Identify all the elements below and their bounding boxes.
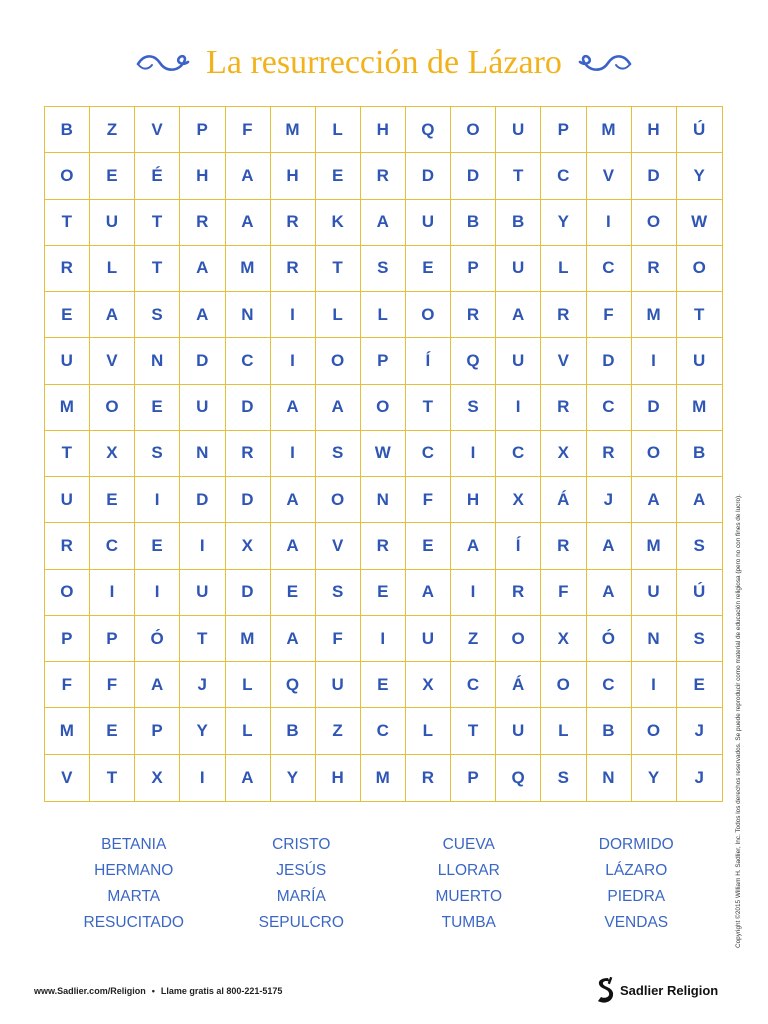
grid-cell: T	[496, 153, 541, 199]
grid-cell: C	[587, 385, 632, 431]
grid-cell: P	[451, 755, 496, 801]
grid-cell: I	[271, 292, 316, 338]
grid-cell: O	[316, 477, 361, 523]
grid-cell: X	[226, 523, 271, 569]
grid-cell: E	[90, 153, 135, 199]
grid-cell: N	[587, 755, 632, 801]
grid-cell: R	[180, 200, 225, 246]
word-list-item: SEPULCRO	[258, 914, 344, 931]
grid-cell: H	[451, 477, 496, 523]
brand-logo	[594, 976, 718, 1004]
grid-cell: E	[316, 153, 361, 199]
grid-cell: M	[271, 107, 316, 153]
word-list-item: HERMANO	[94, 862, 174, 879]
grid-cell: D	[406, 153, 451, 199]
grid-cell: I	[587, 200, 632, 246]
grid-cell: L	[316, 107, 361, 153]
grid-cell: F	[541, 570, 586, 616]
grid-cell: S	[451, 385, 496, 431]
grid-cell: M	[361, 755, 406, 801]
grid-cell: I	[361, 616, 406, 662]
word-list-item: DORMIDO	[598, 836, 674, 853]
grid-cell: V	[45, 755, 90, 801]
grid-cell: M	[226, 246, 271, 292]
grid-cell: E	[361, 570, 406, 616]
grid-cell: I	[135, 477, 180, 523]
grid-cell: I	[496, 385, 541, 431]
grid-cell: O	[632, 200, 677, 246]
grid-cell: J	[677, 708, 722, 754]
grid-cell: T	[316, 246, 361, 292]
grid-cell: F	[316, 616, 361, 662]
grid-cell: N	[180, 431, 225, 477]
grid-cell: M	[632, 292, 677, 338]
grid-cell: I	[271, 338, 316, 384]
grid-cell: J	[694, 767, 705, 787]
grid-cell: O	[632, 708, 677, 754]
grid-cell: E	[406, 523, 451, 569]
grid-cell: X	[496, 477, 541, 523]
grid-cell: D	[587, 338, 632, 384]
grid-cell: M	[45, 708, 90, 754]
grid-cell: Q	[406, 107, 451, 153]
grid-cell: T	[90, 755, 135, 801]
grid-cell: Y	[180, 708, 225, 754]
grid-cell: V	[541, 338, 586, 384]
grid-cell: F	[406, 477, 451, 523]
grid-cell: D	[226, 385, 271, 431]
grid-cell: A	[496, 292, 541, 338]
grid-cell: C	[587, 246, 632, 292]
grid-cell: W	[361, 431, 406, 477]
grid-cell: X	[541, 616, 586, 662]
grid-cell: U	[180, 570, 225, 616]
grid-cell: J	[587, 477, 632, 523]
grid-cell: D	[226, 477, 271, 523]
grid-cell: A	[180, 292, 225, 338]
word-list-item: MARÍA	[276, 888, 326, 905]
word-list-item: CRISTO	[272, 836, 331, 853]
word-list-item: RESUCITADO	[83, 914, 184, 931]
word-list	[50, 834, 720, 934]
grid-cell: Á	[541, 477, 586, 523]
grid-cell: L	[361, 292, 406, 338]
grid-cell: U	[632, 570, 677, 616]
grid-cell: T	[135, 246, 180, 292]
grid-cell: U	[496, 338, 541, 384]
grid-cell: U	[496, 107, 541, 153]
grid-cell: L	[90, 246, 135, 292]
word-list-item: MARTA	[107, 888, 161, 905]
grid-cell: C	[406, 431, 451, 477]
grid-cell: E	[90, 708, 135, 754]
grid-cell: U	[316, 662, 361, 708]
grid-cell: R	[271, 246, 316, 292]
grid-cell: X	[406, 662, 451, 708]
grid-cell: Y	[677, 153, 722, 199]
grid-cell: U	[677, 338, 722, 384]
grid-cell: R	[496, 570, 541, 616]
grid-cell: I	[135, 570, 180, 616]
grid-cell: J	[180, 662, 225, 708]
grid-cell: H	[316, 755, 361, 801]
grid-cell: U	[406, 616, 451, 662]
grid-cell: U	[180, 385, 225, 431]
grid-cell: T	[45, 431, 90, 477]
grid-cell: T	[45, 200, 90, 246]
header	[0, 38, 768, 88]
grid-cell: S	[316, 570, 361, 616]
grid-cell: B	[45, 107, 90, 153]
grid-cell: H	[271, 153, 316, 199]
grid-cell: Ó	[587, 616, 632, 662]
word-list-item: MUERTO	[435, 888, 503, 905]
grid-cell: B	[496, 200, 541, 246]
grid-cell: R	[406, 755, 451, 801]
grid-cell: L	[316, 292, 361, 338]
grid-cell: T	[406, 385, 451, 431]
grid-cell: É	[135, 153, 180, 199]
grid-cell: R	[271, 200, 316, 246]
grid-cell: F	[45, 662, 90, 708]
grid-cell: E	[135, 385, 180, 431]
grid-cell: R	[45, 246, 90, 292]
word-list-item: VENDAS	[604, 914, 669, 931]
grid-cell: M	[226, 616, 271, 662]
grid-cell: V	[135, 107, 180, 153]
grid-cell: T	[451, 708, 496, 754]
grid-cell: P	[541, 107, 586, 153]
grid-cell: N	[226, 292, 271, 338]
grid-cell: I	[271, 431, 316, 477]
word-list-item: JESÚS	[276, 862, 327, 879]
grid-cell: E	[45, 292, 90, 338]
grid-cell: A	[316, 385, 361, 431]
grid-cell: E	[90, 477, 135, 523]
grid-cell: P	[45, 616, 90, 662]
grid-cell: B	[677, 431, 722, 477]
word-list-item: BETANIA	[101, 836, 167, 853]
grid-cell: R	[541, 523, 586, 569]
grid-cell: Z	[316, 708, 361, 754]
grid-cell: U	[496, 246, 541, 292]
grid-cell: M	[677, 385, 722, 431]
grid-cell: C	[226, 338, 271, 384]
grid-cell: L	[226, 708, 271, 754]
grid-cell: I	[180, 755, 225, 801]
footer-separator: •	[151, 986, 155, 996]
grid-cell: A	[271, 477, 316, 523]
grid-cell: S	[541, 755, 586, 801]
grid-cell: P	[180, 107, 225, 153]
grid-cell: A	[406, 570, 451, 616]
copyright-notice: Copyright ©2015 William H. Sadlier, Inc. Todos los derechos reservados. Se puede reproducir como material de educación religiosa (pero no con fines de lucro).	[735, 494, 742, 948]
grid-cell: A	[587, 523, 632, 569]
grid-cell: P	[451, 246, 496, 292]
grid-cell: S	[135, 431, 180, 477]
grid-cell: A	[226, 755, 271, 801]
grid-cell: R	[361, 153, 406, 199]
grid-cell: O	[45, 570, 90, 616]
grid-cell: E	[271, 570, 316, 616]
grid-cell: A	[271, 385, 316, 431]
footer-contact	[34, 986, 282, 996]
grid-cell: Í	[406, 338, 451, 384]
word-list-item: TUMBA	[441, 914, 496, 931]
grid-cell: O	[361, 385, 406, 431]
grid-cell: C	[361, 708, 406, 754]
grid-cell: O	[90, 385, 135, 431]
grid-cell: A	[90, 292, 135, 338]
grid-cell: A	[226, 200, 271, 246]
grid-cell: V	[587, 153, 632, 199]
grid-cell: H	[180, 153, 225, 199]
grid-cell: R	[632, 246, 677, 292]
sadlier-logo-icon	[594, 976, 616, 1004]
grid-cell: A	[677, 477, 722, 523]
left-flourish-icon	[134, 50, 192, 76]
grid-cell: X	[135, 755, 180, 801]
word-search-grid	[44, 106, 723, 802]
grid-cell: U	[45, 477, 90, 523]
grid-cell: F	[226, 107, 271, 153]
grid-cell: Y	[632, 755, 677, 801]
grid-cell: L	[541, 246, 586, 292]
grid-cell: U	[45, 338, 90, 384]
grid-cell: F	[90, 662, 135, 708]
grid-cell: B	[587, 708, 632, 754]
grid-cell: D	[180, 338, 225, 384]
grid-cell: R	[45, 523, 90, 569]
grid-cell: C	[90, 523, 135, 569]
grid-cell: M	[45, 385, 90, 431]
grid-cell: O	[406, 292, 451, 338]
grid-cell: S	[677, 616, 722, 662]
grid-cell: P	[361, 338, 406, 384]
grid-cell: A	[135, 662, 180, 708]
grid-cell: Y	[541, 200, 586, 246]
grid-cell: I	[632, 662, 677, 708]
grid-cell: A	[271, 523, 316, 569]
grid-cell: D	[451, 153, 496, 199]
grid-cell: H	[361, 107, 406, 153]
grid-cell: R	[451, 292, 496, 338]
grid-cell: U	[90, 200, 135, 246]
website-link[interactable]: www.Sadlier.com/Religion	[34, 986, 146, 996]
grid-cell: L	[541, 708, 586, 754]
grid-cell: R	[226, 431, 271, 477]
grid-cell: O	[316, 338, 361, 384]
grid-cell: R	[541, 292, 586, 338]
grid-cell: K	[316, 200, 361, 246]
grid-cell: O	[677, 246, 722, 292]
grid-cell: D	[226, 570, 271, 616]
grid-cell: O	[451, 107, 496, 153]
grid-cell: S	[135, 292, 180, 338]
word-list-item: PIEDRA	[607, 888, 666, 905]
grid-cell: B	[271, 708, 316, 754]
page-title: La resurrección de Lázaro	[206, 44, 562, 81]
grid-cell: Y	[271, 755, 316, 801]
grid-cell: T	[135, 200, 180, 246]
grid-cell: N	[632, 616, 677, 662]
grid-cell: Ú	[677, 570, 722, 616]
brand-name: Sadlier Religion	[620, 982, 719, 998]
grid-cell: N	[135, 338, 180, 384]
grid-cell: I	[180, 523, 225, 569]
grid-cell: O	[541, 662, 586, 708]
grid-cell: S	[316, 431, 361, 477]
grid-cell: T	[677, 292, 722, 338]
grid-cell: Ú	[677, 107, 722, 153]
grid-cell: I	[632, 338, 677, 384]
grid-cell: P	[135, 708, 180, 754]
grid-cell: F	[587, 292, 632, 338]
grid-cell: Í	[496, 523, 541, 569]
grid-cell: D	[180, 477, 225, 523]
grid-cell: H	[632, 107, 677, 153]
grid-cell: L	[406, 708, 451, 754]
grid-cell: A	[587, 570, 632, 616]
grid-cell: R	[361, 523, 406, 569]
grid-cell: S	[361, 246, 406, 292]
grid-cell: V	[90, 338, 135, 384]
grid-cell: D	[632, 153, 677, 199]
grid-cell: A	[361, 200, 406, 246]
grid-cell: S	[677, 523, 722, 569]
grid-cell: B	[451, 200, 496, 246]
grid-cell: W	[677, 200, 722, 246]
grid-cell: L	[226, 662, 271, 708]
grid-cell: A	[226, 153, 271, 199]
word-list-item: CUEVA	[442, 836, 495, 853]
grid-cell: O	[632, 431, 677, 477]
right-flourish-icon	[576, 50, 634, 76]
grid-cell: M	[587, 107, 632, 153]
grid-cell: C	[451, 662, 496, 708]
phone-text: Llame gratis al 800-221-5175	[160, 986, 283, 996]
grid-cell: X	[541, 431, 586, 477]
grid-cell: X	[90, 431, 135, 477]
grid-cell: Z	[90, 107, 135, 153]
grid-cell: O	[496, 616, 541, 662]
grid-cell: R	[541, 385, 586, 431]
word-list-item: LÁZARO	[605, 862, 668, 879]
grid-cell: C	[541, 153, 586, 199]
grid-cell: E	[406, 246, 451, 292]
grid-cell: V	[316, 523, 361, 569]
grid-cell: P	[90, 616, 135, 662]
grid-cell: I	[90, 570, 135, 616]
grid-cell: Á	[496, 662, 541, 708]
grid-cell: U	[406, 200, 451, 246]
grid-cell: C	[496, 431, 541, 477]
grid-cell: T	[180, 616, 225, 662]
grid-cell: E	[361, 662, 406, 708]
grid-cell: A	[271, 616, 316, 662]
grid-cell: A	[451, 523, 496, 569]
grid-cell: E	[135, 523, 180, 569]
grid-cell: A	[180, 246, 225, 292]
grid-cell: A	[632, 477, 677, 523]
grid-cell: O	[45, 153, 90, 199]
grid-cell: U	[496, 708, 541, 754]
grid-cell: Z	[451, 616, 496, 662]
grid-cell: M	[632, 523, 677, 569]
grid-cell: I	[451, 431, 496, 477]
word-list-item: LLORAR	[437, 862, 500, 879]
grid-cell: I	[451, 570, 496, 616]
grid-cell: Ó	[135, 616, 180, 662]
grid-cell: D	[632, 385, 677, 431]
grid-cell: Q	[451, 338, 496, 384]
grid-cell: Q	[496, 755, 541, 801]
grid-cell: R	[587, 431, 632, 477]
grid-cell: Q	[271, 662, 316, 708]
grid-cell: C	[587, 662, 632, 708]
grid-cell: E	[677, 662, 722, 708]
grid-cell: N	[361, 477, 406, 523]
